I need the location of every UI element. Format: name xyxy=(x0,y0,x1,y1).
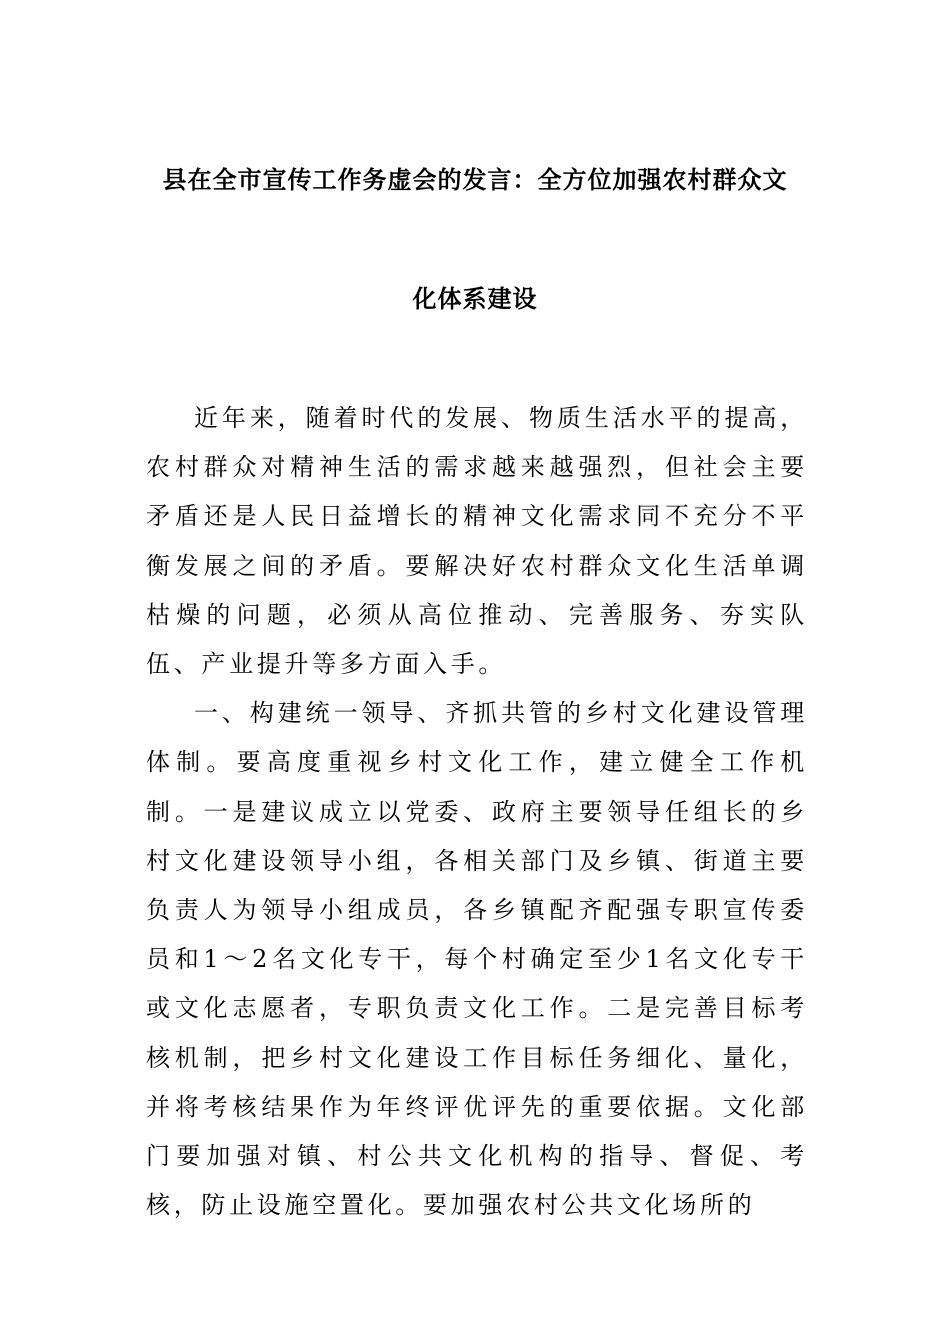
document-title-line-2: 化体系建设 xyxy=(412,285,538,313)
document-title-line-1: 县在全市宣传工作务虚会的发言：全方位加强农村群众文 xyxy=(162,166,788,194)
paragraph-intro: 近年来，随着时代的发展、物质生活水平的提高，农村群众对精神生活的需求越来越强烈，但社会主要矛盾还是人民日益增长的精神文化需求同不充分不平衡发展之间的矛盾。要解决好农村群众文化生活单调枯燥的问题，必须从高位推动、完善服务、夯实队伍、产业提升等多方面入手。 xyxy=(146,404,808,679)
paragraph-section-1: 一、构建统一领导、齐抓共管的乡村文化建设管理体制。要高度重视乡村文化工作，建立健全工作机制。一是建议成立以党委、政府主要领导任组长的乡村文化建设领导小组，各相关部门及乡镇、街道主要负责人为领导小组成员，各乡镇配齐配强专职宣传委员和1～2名文化专干，每个村确定至少1名文化专干或文化志愿者，专职负责文化工作。二是完善目标考核机制，把乡村文化建设工作目标任务细化、量化，并将考核结果作为年终评优评先的重要依据。文化部门要加强对镇、村公共文化机构的指导、督促、考核，防止设施空置化。要加强农村公共文化场所的 xyxy=(146,699,808,1220)
document-body xyxy=(146,394,808,1230)
